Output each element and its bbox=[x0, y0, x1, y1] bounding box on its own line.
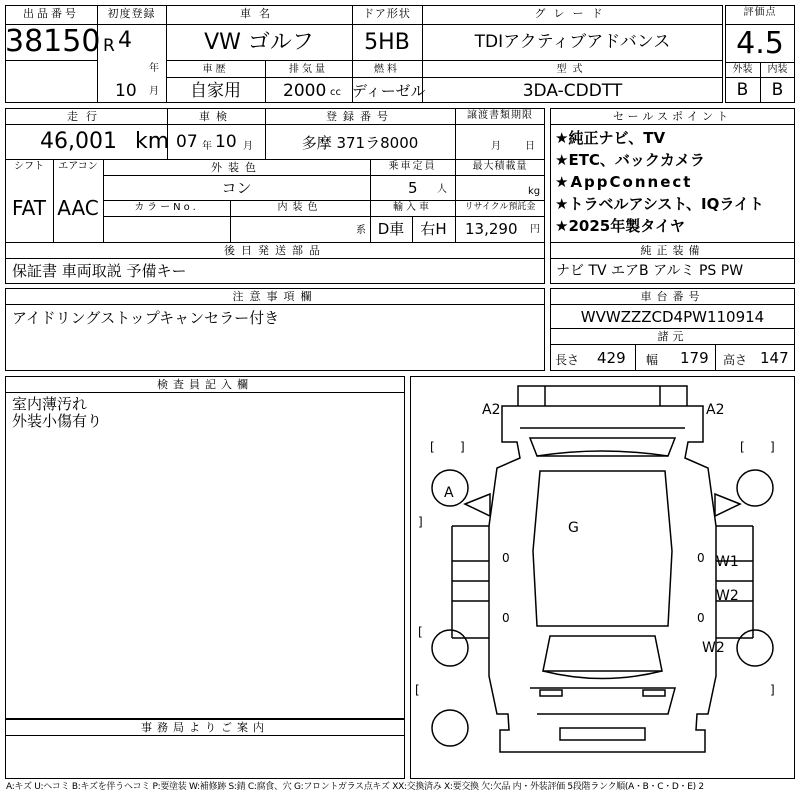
recycle-label: リサイクル預託金 bbox=[464, 202, 536, 212]
int-color-label: 内装色 bbox=[277, 202, 323, 213]
load-unit: kg bbox=[528, 186, 541, 197]
mark-a-left: A bbox=[444, 485, 454, 501]
transfer-month-unit: 月 bbox=[491, 141, 501, 152]
mark-w2-right-mid: W2 bbox=[716, 588, 739, 604]
notes-text: アイドリングストップキャンセラー付き bbox=[12, 309, 280, 327]
length-label: 長さ bbox=[555, 353, 580, 367]
svg-text:[: [ bbox=[418, 625, 423, 639]
sales-point-4: ★トラベルアシスト、IQライト bbox=[555, 195, 764, 213]
int-grade-label: 内装 bbox=[767, 64, 788, 75]
fuel-label: 燃料 bbox=[374, 64, 400, 75]
svg-text:]: ] bbox=[460, 440, 465, 454]
mileage: 46,001 bbox=[40, 129, 117, 154]
color-no-label: カラーNo. bbox=[134, 202, 199, 213]
door-label: ドア形状 bbox=[363, 7, 411, 20]
capacity-label: 乗車定員 bbox=[388, 161, 437, 172]
dims-label: 諸元 bbox=[657, 330, 688, 343]
model-code: 3DA-CDDTT bbox=[522, 81, 623, 101]
sales-point-1: ★純正ナビ、TV bbox=[555, 129, 666, 147]
mark-w2-right-low: W2 bbox=[702, 640, 725, 656]
transfer-day-unit: 日 bbox=[525, 141, 535, 152]
era: R bbox=[103, 36, 115, 56]
svg-text:[: [ bbox=[430, 440, 435, 454]
sales-point-3: ★AppConnect bbox=[555, 173, 693, 191]
inspection-label: 車検 bbox=[199, 110, 233, 123]
year-unit: 年 bbox=[149, 63, 159, 74]
mark-g-center: G bbox=[568, 520, 579, 536]
length-value: 429 bbox=[597, 349, 626, 367]
notes-label: 注意事項欄 bbox=[232, 290, 318, 303]
chassis-label: 車台番号 bbox=[640, 290, 705, 303]
displacement-unit: cc bbox=[330, 87, 341, 98]
inspection-year-unit: 年 bbox=[202, 141, 212, 152]
width-value: 179 bbox=[680, 349, 709, 367]
inspection-year: 07 bbox=[176, 132, 198, 152]
svg-text:0: 0 bbox=[502, 551, 510, 565]
inspector-line-2: 外装小傷有り bbox=[12, 412, 103, 430]
steering: 右H bbox=[420, 220, 447, 238]
import-dealer: D車 bbox=[377, 220, 405, 238]
model-label: 型式 bbox=[556, 64, 589, 75]
mark-a2-left: A2 bbox=[482, 402, 501, 418]
later-parts-label: 後日発送部品 bbox=[224, 244, 326, 257]
car-name: VW ゴルフ bbox=[204, 30, 314, 55]
svg-text:[: [ bbox=[740, 440, 745, 454]
svg-text:]: ] bbox=[770, 440, 775, 454]
equipment: ナビ TV エアB アルミ PS PW bbox=[556, 263, 744, 279]
displacement: 2000 bbox=[283, 81, 327, 101]
grade: TDIアクティブアドバンス bbox=[474, 32, 671, 52]
svg-text:0: 0 bbox=[697, 611, 705, 625]
capacity: 5 bbox=[408, 179, 418, 197]
recycle-unit: 円 bbox=[530, 224, 540, 235]
sales-point-2: ★ETC、バックカメラ bbox=[555, 151, 705, 169]
equipment-label: 純正装備 bbox=[640, 244, 705, 257]
ext-grade-label: 外装 bbox=[732, 64, 753, 75]
sales-point-5: ★2025年製タイヤ bbox=[555, 217, 685, 235]
inspection-month-unit: 月 bbox=[243, 141, 253, 152]
ext-grade: B bbox=[736, 80, 749, 100]
plate-label: 登録番号 bbox=[326, 110, 394, 123]
car-outline bbox=[489, 406, 716, 752]
height-value: 147 bbox=[760, 349, 789, 367]
recycle-fee: 13,290 bbox=[465, 220, 518, 238]
inspection-month: 10 bbox=[215, 132, 237, 152]
car-diagram-drawing bbox=[410, 376, 795, 779]
int-color-unit: 系 bbox=[356, 225, 366, 236]
sales-label: セールスポイント bbox=[612, 110, 732, 123]
inspector-label: 検査員記入欄 bbox=[157, 378, 253, 391]
mark-a2-right: A2 bbox=[706, 402, 725, 418]
svg-text:0: 0 bbox=[502, 611, 510, 625]
svg-text:0: 0 bbox=[697, 551, 705, 565]
transfer-label: 譲渡書類期限 bbox=[467, 110, 533, 121]
capacity-unit: 人 bbox=[437, 184, 447, 195]
history-label: 車歴 bbox=[202, 64, 229, 75]
first-reg-label: 初度登録 bbox=[107, 7, 156, 20]
mark-w1-right: W1 bbox=[716, 554, 739, 570]
score-label: 評価点 bbox=[743, 7, 777, 18]
inspector-line-1: 室内薄汚れ bbox=[12, 395, 88, 413]
svg-text:]: ] bbox=[770, 683, 775, 697]
reg-month: 10 bbox=[115, 81, 137, 101]
month-unit: 月 bbox=[149, 86, 159, 97]
lot-label: 出品番号 bbox=[23, 7, 79, 20]
car-name-label: 車名 bbox=[240, 7, 278, 20]
fuel: ディーゼル bbox=[352, 82, 426, 100]
history: 自家用 bbox=[190, 81, 241, 101]
office-label: 事務局よりご案内 bbox=[141, 721, 269, 734]
svg-text:]: ] bbox=[418, 515, 423, 529]
shift-label: シフト bbox=[14, 161, 44, 172]
load-label: 最大積載量 bbox=[472, 161, 528, 172]
chassis-number: WVWZZZCD4PW110914 bbox=[580, 308, 765, 326]
door-type: 5HB bbox=[364, 30, 410, 55]
mileage-unit: km bbox=[135, 129, 170, 154]
score: 4.5 bbox=[736, 26, 784, 61]
lot-number: 38150 bbox=[5, 24, 101, 59]
reg-year: 4 bbox=[118, 28, 132, 53]
ac: AAC bbox=[57, 196, 99, 220]
later-parts: 保証書 車両取説 予備キー bbox=[12, 262, 187, 280]
plate-number: 多摩 371ラ8000 bbox=[301, 134, 419, 152]
color: コン bbox=[221, 179, 252, 197]
ac-label: エアコン bbox=[58, 161, 98, 172]
width-label: 幅 bbox=[646, 353, 659, 367]
int-grade: B bbox=[771, 80, 784, 100]
grade-label: グレード bbox=[534, 7, 611, 20]
displacement-label: 排気量 bbox=[289, 64, 328, 75]
mileage-label: 走行 bbox=[67, 110, 105, 123]
import-label: 輸入車 bbox=[393, 202, 432, 213]
height-label: 高さ bbox=[723, 353, 748, 367]
legend: A:キズ U:ヘコミ B:キズを伴うヘコミ P:要塗装 W:補修跡 S:錆 C:腐食、穴 G:フロントガラス点キズ XX:交換済み X:要交換 欠:欠品 内・外装評価 5段階ランク順(A・B・C・D・E) 2 bbox=[6, 782, 704, 792]
svg-text:[: [ bbox=[415, 683, 420, 697]
color-label: 外装色 bbox=[211, 161, 262, 174]
shift: FAT bbox=[11, 196, 46, 220]
